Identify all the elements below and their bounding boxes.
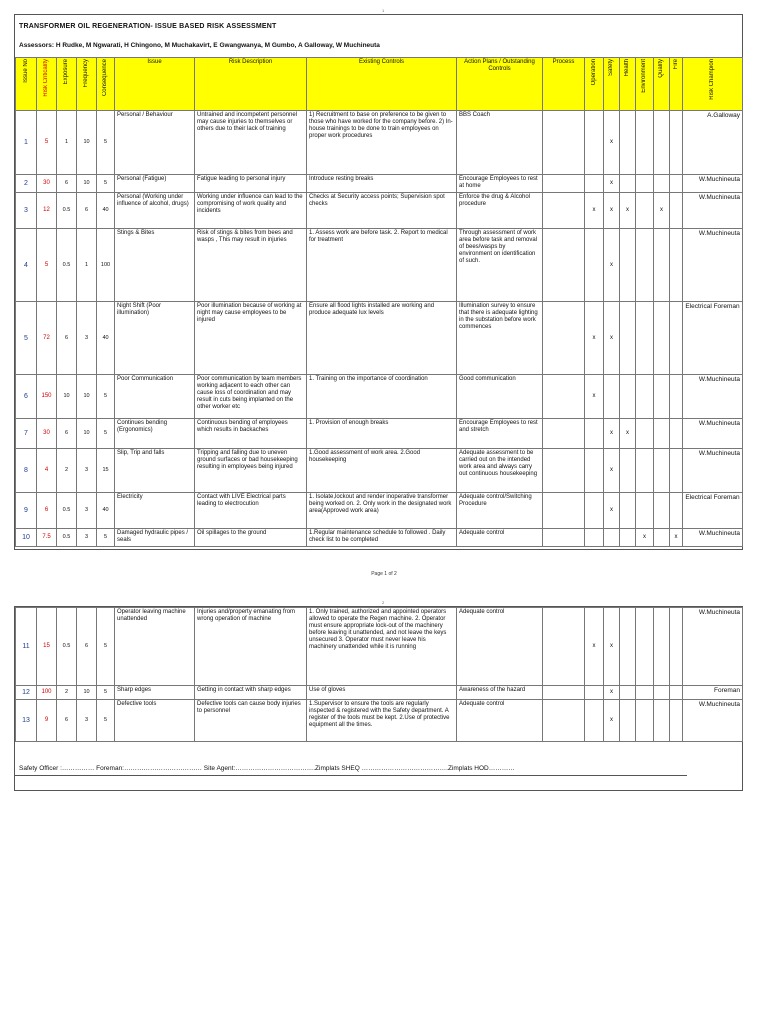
consequence-cell: 5 <box>97 375 115 419</box>
risk-champion-cell: W.Muchineuta <box>683 193 743 229</box>
consequence-cell: 15 <box>97 449 115 493</box>
table-row <box>16 193 743 229</box>
table-row <box>16 229 743 302</box>
frequency-cell: 3 <box>77 302 97 375</box>
frequency-cell: 6 <box>77 608 97 686</box>
process-cell <box>543 493 585 529</box>
issue-cell: Defective tools <box>115 700 195 742</box>
frequency-cell: 10 <box>77 419 97 449</box>
safety-mark-cell <box>604 529 620 547</box>
action-plans-cell: Good communication <box>457 375 543 419</box>
operation-mark-cell <box>585 175 604 193</box>
action-plans-cell: Awareness of the hazard <box>457 686 543 700</box>
risk-criticality-cell: 150 <box>37 375 57 419</box>
operation-mark-cell: x <box>585 375 604 419</box>
frequency-cell: 10 <box>77 375 97 419</box>
safety-mark-cell: x <box>604 175 620 193</box>
safety-mark-cell: x <box>604 449 620 493</box>
risk-description-cell: Tripping and falling due to uneven ground surfaces or bad housekeeping resulting in employees being injured <box>195 449 307 493</box>
existing-controls-cell: 1. Training on the importance of coordination <box>307 375 457 419</box>
existing-controls-cell: Introduce resting breaks <box>307 175 457 193</box>
risk-table-body-page2 <box>16 608 743 742</box>
operation-mark-cell: x <box>585 302 604 375</box>
table-row <box>16 175 743 193</box>
risk-assessment-sheet-page2 <box>14 606 743 791</box>
action-plans-cell: Enforce the drug & Alcohol procedure <box>457 193 543 229</box>
process-cell <box>543 608 585 686</box>
risk-description-cell: Injuries and/property emanating from wrong operation of machine <box>195 608 307 686</box>
existing-controls-cell: 1.Good assessment of work area. 2.Good housekeeping <box>307 449 457 493</box>
frequency-cell: 10 <box>77 686 97 700</box>
existing-controls-cell: Checks at Security access points; Supervision spot checks <box>307 193 457 229</box>
quality-mark-cell <box>654 229 670 302</box>
exposure-cell: 0.5 <box>57 229 77 302</box>
risk-champion-cell: A.Galloway <box>683 111 743 175</box>
table-row <box>16 608 743 686</box>
issue-cell: Slip, Trip and falls <box>115 449 195 493</box>
safety-mark-cell: x <box>604 302 620 375</box>
risk-champion-cell: Electrical Foreman <box>683 302 743 375</box>
header-process: Process <box>543 58 585 111</box>
health-mark-cell: x <box>620 193 636 229</box>
header-safety: Safety <box>604 58 620 111</box>
issue-number-cell: 11 <box>16 608 37 686</box>
action-plans-cell: Encourage Employees to rest at home <box>457 175 543 193</box>
environment-mark-cell <box>636 175 654 193</box>
process-cell <box>543 375 585 419</box>
action-plans-cell: Adequate assessment to be carried out on the intended work area and always carry out continuous housekeeping <box>457 449 543 493</box>
fire-mark-cell <box>670 111 683 175</box>
frequency-cell: 3 <box>77 493 97 529</box>
risk-champion-cell: W.Muchineuta <box>683 449 743 493</box>
process-cell <box>543 419 585 449</box>
consequence-cell: 5 <box>97 175 115 193</box>
consequence-cell: 5 <box>97 686 115 700</box>
safety-mark-cell: x <box>604 493 620 529</box>
signoff-rule <box>15 775 687 776</box>
environment-mark-cell <box>636 608 654 686</box>
risk-description-cell: Risk of stings & bites from bees and wasps , This may result in injuries <box>195 229 307 302</box>
table-row <box>16 686 743 700</box>
fire-mark-cell: x <box>670 529 683 547</box>
risk-criticality-cell: 15 <box>37 608 57 686</box>
issue-cell: Operator leaving machine unattended <box>115 608 195 686</box>
process-cell <box>543 193 585 229</box>
exposure-cell: 6 <box>57 175 77 193</box>
issue-number-cell: 9 <box>16 493 37 529</box>
quality-mark-cell <box>654 449 670 493</box>
consequence-cell: 5 <box>97 700 115 742</box>
table-row <box>16 700 743 742</box>
environment-mark-cell <box>636 449 654 493</box>
process-cell <box>543 700 585 742</box>
health-mark-cell <box>620 700 636 742</box>
action-plans-cell: Illumination survey to ensure that there is adequate lighting in the substation before work commences <box>457 302 543 375</box>
health-mark-cell: x <box>620 419 636 449</box>
process-cell <box>543 686 585 700</box>
fire-mark-cell <box>670 449 683 493</box>
frequency-cell: 10 <box>77 111 97 175</box>
fire-mark-cell <box>670 493 683 529</box>
process-cell <box>543 529 585 547</box>
risk-table-body-page1 <box>16 111 743 547</box>
process-cell <box>543 175 585 193</box>
issue-number-cell: 12 <box>16 686 37 700</box>
health-mark-cell <box>620 608 636 686</box>
risk-criticality-cell: 5 <box>37 229 57 302</box>
signoff-line: Safety Officer :…………… Foreman:……………………………… Site Agent:……………………………….Zimplats SHEQ ………………………………….Zimplats HOD………… <box>19 765 515 772</box>
quality-mark-cell <box>654 419 670 449</box>
risk-criticality-cell: 100 <box>37 686 57 700</box>
table-row <box>16 375 743 419</box>
exposure-cell: 2 <box>57 686 77 700</box>
risk-description-cell: Untrained and incompetent personnel may cause injuries to themselves or others due to their lack of training <box>195 111 307 175</box>
quality-mark-cell <box>654 111 670 175</box>
action-plans-cell: Through assessment of work area before task and removal of bees/wasps by environment on identification of such. <box>457 229 543 302</box>
environment-mark-cell: x <box>636 529 654 547</box>
risk-criticality-cell: 4 <box>37 449 57 493</box>
table-row <box>16 302 743 375</box>
action-plans-cell: Adequate control <box>457 608 543 686</box>
risk-champion-cell: W.Muchineuta <box>683 608 743 686</box>
risk-description-cell: Defective tools can cause body injuries to personnel <box>195 700 307 742</box>
exposure-cell: 6 <box>57 302 77 375</box>
header-environment: Environment <box>636 58 654 111</box>
fire-mark-cell <box>670 175 683 193</box>
header-risk-criticality: Risk Criticality <box>37 58 57 111</box>
frequency-cell: 3 <box>77 700 97 742</box>
table-row <box>16 493 743 529</box>
consequence-cell: 5 <box>97 419 115 449</box>
issue-number-cell: 3 <box>16 193 37 229</box>
table-row <box>16 111 743 175</box>
table-row <box>16 449 743 493</box>
risk-criticality-cell: 9 <box>37 700 57 742</box>
risk-criticality-cell: 5 <box>37 111 57 175</box>
fire-mark-cell <box>670 302 683 375</box>
health-mark-cell <box>620 375 636 419</box>
consequence-cell: 100 <box>97 229 115 302</box>
consequence-cell: 5 <box>97 529 115 547</box>
exposure-cell: 0.5 <box>57 493 77 529</box>
issue-cell: Poor Communication <box>115 375 195 419</box>
quality-mark-cell <box>654 686 670 700</box>
health-mark-cell <box>620 111 636 175</box>
risk-description-cell: Poor illumination because of working at night may cause employees to be injured <box>195 302 307 375</box>
risk-criticality-cell: 7.5 <box>37 529 57 547</box>
risk-criticality-cell: 12 <box>37 193 57 229</box>
risk-champion-cell: W.Muchineuta <box>683 419 743 449</box>
health-mark-cell <box>620 449 636 493</box>
existing-controls-cell: 1) Recruitment to base on preference to be given to those who have worked for the company before. 2) In-house trainings to be done to train employees on proper work procedures <box>307 111 457 175</box>
quality-mark-cell <box>654 700 670 742</box>
environment-mark-cell <box>636 686 654 700</box>
issue-number-cell: 4 <box>16 229 37 302</box>
process-cell <box>543 302 585 375</box>
risk-table-page1 <box>15 57 743 547</box>
risk-table-page2 <box>15 607 743 742</box>
issue-cell: Personal / Behaviour <box>115 111 195 175</box>
frequency-cell: 3 <box>77 449 97 493</box>
consequence-cell: 5 <box>97 111 115 175</box>
issue-cell: Stings & Bites <box>115 229 195 302</box>
document-title: TRANSFORMER OIL REGENERATION- ISSUE BASED RISK ASSESSMENT <box>19 23 277 30</box>
action-plans-cell: Encourage Employees to rest and stretch <box>457 419 543 449</box>
header-exposure: Exposure <box>57 58 77 111</box>
risk-assessment-sheet-page1 <box>14 14 743 550</box>
operation-mark-cell: x <box>585 193 604 229</box>
action-plans-cell: Adequate control/Switching Procedure <box>457 493 543 529</box>
risk-description-cell: Getting in contact with sharp edges <box>195 686 307 700</box>
risk-criticality-cell: 6 <box>37 493 57 529</box>
health-mark-cell <box>620 493 636 529</box>
quality-mark-cell <box>654 529 670 547</box>
fire-mark-cell <box>670 419 683 449</box>
operation-mark-cell <box>585 111 604 175</box>
operation-mark-cell <box>585 686 604 700</box>
safety-mark-cell: x <box>604 608 620 686</box>
process-cell <box>543 449 585 493</box>
risk-description-cell: Continuous bending of employees which results in backaches <box>195 419 307 449</box>
issue-number-cell: 1 <box>16 111 37 175</box>
consequence-cell: 40 <box>97 302 115 375</box>
table-row <box>16 529 743 547</box>
process-cell <box>543 111 585 175</box>
page-marker-1: 1 <box>382 8 385 13</box>
fire-mark-cell <box>670 375 683 419</box>
exposure-cell: 0.5 <box>57 529 77 547</box>
frequency-cell: 1 <box>77 229 97 302</box>
existing-controls-cell: 1. Isolate,lockout and render inoperative transformer being worked on. 2. Only work in the designated work area(Approved work area) <box>307 493 457 529</box>
quality-mark-cell: x <box>654 193 670 229</box>
health-mark-cell <box>620 686 636 700</box>
exposure-cell: 6 <box>57 700 77 742</box>
header-row <box>16 58 743 111</box>
exposure-cell: 1 <box>57 111 77 175</box>
table-row <box>16 419 743 449</box>
header-risk-champion: Risk Champion <box>683 58 743 111</box>
issue-cell: Continues bending (Ergonomics) <box>115 419 195 449</box>
risk-champion-cell: W.Muchineuta <box>683 700 743 742</box>
risk-description-cell: Poor communication by team members working adjacent to each other can cause loss of coordination and may result in cuts being implanted on the other worker etc <box>195 375 307 419</box>
operation-mark-cell <box>585 529 604 547</box>
header-action-plans: Action Plans / Outstanding Controls <box>457 58 543 111</box>
exposure-cell: 0.5 <box>57 608 77 686</box>
issue-number-cell: 13 <box>16 700 37 742</box>
risk-criticality-cell: 72 <box>37 302 57 375</box>
issue-number-cell: 5 <box>16 302 37 375</box>
risk-criticality-cell: 30 <box>37 175 57 193</box>
action-plans-cell: Adequate control <box>457 529 543 547</box>
header-health: Health <box>620 58 636 111</box>
fire-mark-cell <box>670 229 683 302</box>
health-mark-cell <box>620 529 636 547</box>
frequency-cell: 10 <box>77 175 97 193</box>
operation-mark-cell <box>585 229 604 302</box>
risk-champion-cell: W.Muchineuta <box>683 175 743 193</box>
safety-mark-cell: x <box>604 686 620 700</box>
header-existing-controls: Existing Controls <box>307 58 457 111</box>
environment-mark-cell <box>636 419 654 449</box>
header-issue: Issue <box>115 58 195 111</box>
existing-controls-cell: Ensure all flood lights installed are working and produce adequate lux levels <box>307 302 457 375</box>
operation-mark-cell: x <box>585 608 604 686</box>
existing-controls-cell: 1.Regular maintenance schedule to followed . Daily check list to be completed <box>307 529 457 547</box>
environment-mark-cell <box>636 493 654 529</box>
exposure-cell: 0.5 <box>57 193 77 229</box>
issue-number-cell: 10 <box>16 529 37 547</box>
health-mark-cell <box>620 175 636 193</box>
assessors-line: Assessors: H Rudke, M Ngwarati, H Chingono, M Muchakavirt, E Gwangwanya, M Gumbo, A Galloway, W Muchineuta <box>19 42 380 49</box>
fire-mark-cell <box>670 193 683 229</box>
risk-description-cell: Fatigue leading to personal injury <box>195 175 307 193</box>
action-plans-cell: BBS Coach <box>457 111 543 175</box>
process-cell <box>543 229 585 302</box>
fire-mark-cell <box>670 608 683 686</box>
exposure-cell: 2 <box>57 449 77 493</box>
header-fire: Fire <box>670 58 683 111</box>
existing-controls-cell: 1.Supervisor to ensure the tools are regularly inspected & registered with the Safety department. A register of the tools must be kept. 2.Use of protective equipment all the times. <box>307 700 457 742</box>
issue-number-cell: 8 <box>16 449 37 493</box>
quality-mark-cell <box>654 375 670 419</box>
issue-number-cell: 7 <box>16 419 37 449</box>
header-frequency: Frequency <box>77 58 97 111</box>
risk-description-cell: Working under influence can lead to the compromising of work quality and incidents <box>195 193 307 229</box>
risk-champion-cell: W.Muchineuta <box>683 529 743 547</box>
safety-mark-cell: x <box>604 111 620 175</box>
health-mark-cell <box>620 302 636 375</box>
safety-mark-cell: x <box>604 700 620 742</box>
quality-mark-cell <box>654 175 670 193</box>
existing-controls-cell: 1. Only trained, authorized and appointed operators allowed to operate the Regen machine. 2. Operator must ensure appropriate lock-out of the machinery before leaving it unattended, and not leave the keys unsecured 3. Operator must never leave his machinery unattended while it is running <box>307 608 457 686</box>
issue-cell: Personal (Working under influence of alcohol, drugs) <box>115 193 195 229</box>
quality-mark-cell <box>654 302 670 375</box>
environment-mark-cell <box>636 700 654 742</box>
frequency-cell: 3 <box>77 529 97 547</box>
existing-controls-cell: 1. Provision of enough breaks <box>307 419 457 449</box>
issue-cell: Night Shift (Poor illumination) <box>115 302 195 375</box>
issue-cell: Electricity <box>115 493 195 529</box>
header-operation: Operation <box>585 58 604 111</box>
issue-cell: Sharp edges <box>115 686 195 700</box>
header-issue-no: Issue No <box>16 58 37 111</box>
risk-champion-cell: W.Muchineuta <box>683 229 743 302</box>
environment-mark-cell <box>636 229 654 302</box>
quality-mark-cell <box>654 608 670 686</box>
operation-mark-cell <box>585 700 604 742</box>
safety-mark-cell <box>604 375 620 419</box>
safety-mark-cell: x <box>604 419 620 449</box>
header-quality: Quality <box>654 58 670 111</box>
page-marker-2: 2 <box>382 600 385 605</box>
frequency-cell: 6 <box>77 193 97 229</box>
environment-mark-cell <box>636 375 654 419</box>
safety-mark-cell: x <box>604 229 620 302</box>
risk-champion-cell: W.Muchineuta <box>683 375 743 419</box>
issue-number-cell: 2 <box>16 175 37 193</box>
issue-cell: Damaged hydraulic pipes / seals <box>115 529 195 547</box>
issue-number-cell: 6 <box>16 375 37 419</box>
operation-mark-cell <box>585 419 604 449</box>
existing-controls-cell: 1. Assess work are before task. 2. Report to medical for treatment <box>307 229 457 302</box>
fire-mark-cell <box>670 700 683 742</box>
issue-cell: Personal (Fatigue) <box>115 175 195 193</box>
risk-description-cell: Contact with LIVE Electrical parts leading to electrocution <box>195 493 307 529</box>
risk-description-cell: Oil spillages to the ground <box>195 529 307 547</box>
environment-mark-cell <box>636 302 654 375</box>
action-plans-cell: Adequate control <box>457 700 543 742</box>
consequence-cell: 40 <box>97 193 115 229</box>
risk-criticality-cell: 30 <box>37 419 57 449</box>
consequence-cell: 5 <box>97 608 115 686</box>
consequence-cell: 40 <box>97 493 115 529</box>
exposure-cell: 10 <box>57 375 77 419</box>
operation-mark-cell <box>585 493 604 529</box>
exposure-cell: 6 <box>57 419 77 449</box>
fire-mark-cell <box>670 686 683 700</box>
header-consequence: Consequence <box>97 58 115 111</box>
risk-champion-cell: Foreman <box>683 686 743 700</box>
header-risk-description: Risk Description <box>195 58 307 111</box>
operation-mark-cell <box>585 449 604 493</box>
risk-champion-cell: Electrical Foreman <box>683 493 743 529</box>
quality-mark-cell <box>654 493 670 529</box>
page-number: Page 1 of 2 <box>371 571 397 577</box>
health-mark-cell <box>620 229 636 302</box>
environment-mark-cell <box>636 111 654 175</box>
environment-mark-cell <box>636 193 654 229</box>
safety-mark-cell: x <box>604 193 620 229</box>
existing-controls-cell: Use of gloves <box>307 686 457 700</box>
